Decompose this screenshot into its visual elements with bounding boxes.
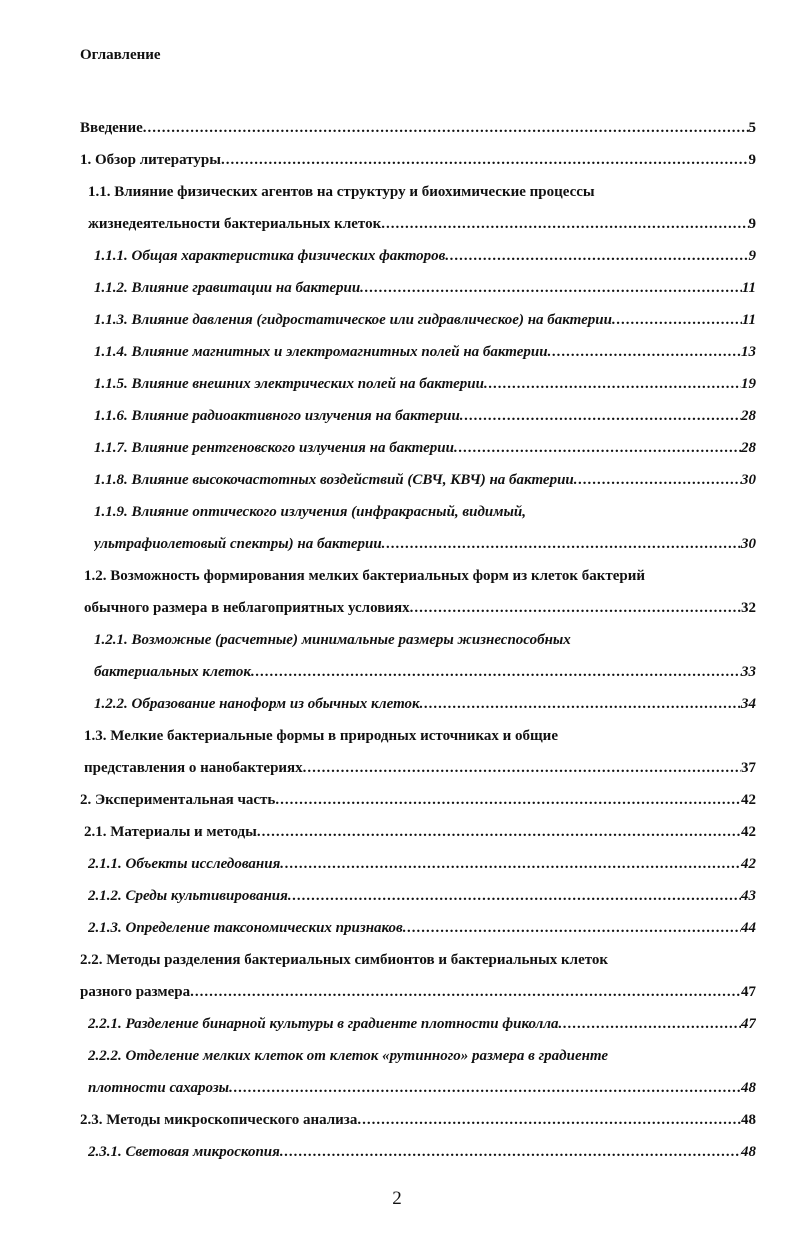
toc-entry[interactable]: 2. Экспериментальная часть. ..... 42 [80,780,756,810]
page-number: 2 [392,1188,402,1209]
toc-entry[interactable]: бактериальных клеток. ..... 33 [94,652,756,682]
toc-entry[interactable]: 1.1.5. Влияние внешних электрических полей на бактерии. ..... 19 [94,364,756,394]
toc-entry[interactable]: ультрафиолетовый спектры) на бактерии. ..... 30 [94,524,756,554]
toc-entry[interactable]: Введение. ..... 5 [80,108,756,138]
toc-entry[interactable]: обычного размера в неблагоприятных условиях. ..... 32 [84,588,756,618]
toc-entry[interactable]: 2.1. Материалы и методы. ..... 42 [84,812,756,842]
toc-entry[interactable]: 1.2.2. Образование наноформ из обычных клеток. ..... 34 [94,684,756,714]
toc-entry[interactable]: 1.2.1. Возможные (расчетные) минимальные размеры жизнеспособных [94,632,571,648]
toc-entry[interactable]: представления о нанобактериях. ..... 37 [84,748,756,778]
toc-entry[interactable]: 1.1.2. Влияние гравитации на бактерии. ..... 11 [94,268,756,298]
toc-entry[interactable]: 1.1. Влияние физических агентов на структуру и биохимические процессы [88,184,595,200]
toc-entry[interactable]: разного размера. ..... 47 [80,972,756,1002]
toc-entry[interactable]: 1.2. Возможность формирования мелких бактериальных форм из клеток бактерий [84,568,646,584]
toc-entry[interactable]: 1.1.4. Влияние магнитных и электромагнитных полей на бактерии. ..... 13 [94,332,756,362]
toc-entry[interactable]: 2.1.1. Объекты исследования. ..... 42 [88,844,756,874]
toc-entry[interactable]: жизнедеятельности бактериальных клеток. ..... 9 [88,204,756,234]
toc-entry[interactable]: 1. Обзор литературы. ..... 9 [80,140,756,170]
toc-entry[interactable]: 1.1.3. Влияние давления (гидростатическое или гидравлическое) на бактерии. ..... 11 [94,300,756,330]
toc-entry[interactable]: 2.3.1. Световая микроскопия. ..... 48 [88,1132,756,1162]
toc-entry[interactable]: плотности сахарозы. ..... 48 [88,1068,756,1098]
toc-entry[interactable]: 1.1.9. Влияние оптического излучения (инфракрасный, видимый, [94,504,527,520]
toc-entry[interactable]: 1.1.7. Влияние рентгеновского излучения на бактерии. ..... 28 [94,428,756,458]
toc-entry[interactable]: 1.3. Мелкие бактериальные формы в природных источниках и общие [84,728,558,744]
toc-entry[interactable]: 2.2.2. Отделение мелких клеток от клеток «рутинного» размера в градиенте [88,1048,609,1064]
toc-entry[interactable]: 1.1.6. Влияние радиоактивного излучения на бактерии. ..... 28 [94,396,756,426]
toc-entry[interactable]: 2.3. Методы микроскопического анализа. ..... 48 [80,1100,756,1130]
toc-entry[interactable]: 1.1.8. Влияние высокочастотных воздействий (СВЧ, КВЧ) на бактерии. ..... 30 [94,460,756,490]
toc-entry[interactable]: 2.1.2. Среды культивирования. ..... 43 [88,876,756,906]
page-title: Оглавление [80,47,161,63]
toc-entry[interactable]: 2.1.3. Определение таксономических признаков. ..... 44 [88,908,756,938]
toc-entry[interactable]: 1.1.1. Общая характеристика физических факторов. ..... 9 [94,236,756,266]
toc-entry[interactable]: 2.2.1. Разделение бинарной культуры в градиенте плотности фиколла. ..... 47 [88,1004,756,1034]
toc-entry[interactable]: 2.2. Методы разделения бактериальных симбионтов и бактериальных клеток [80,952,609,968]
